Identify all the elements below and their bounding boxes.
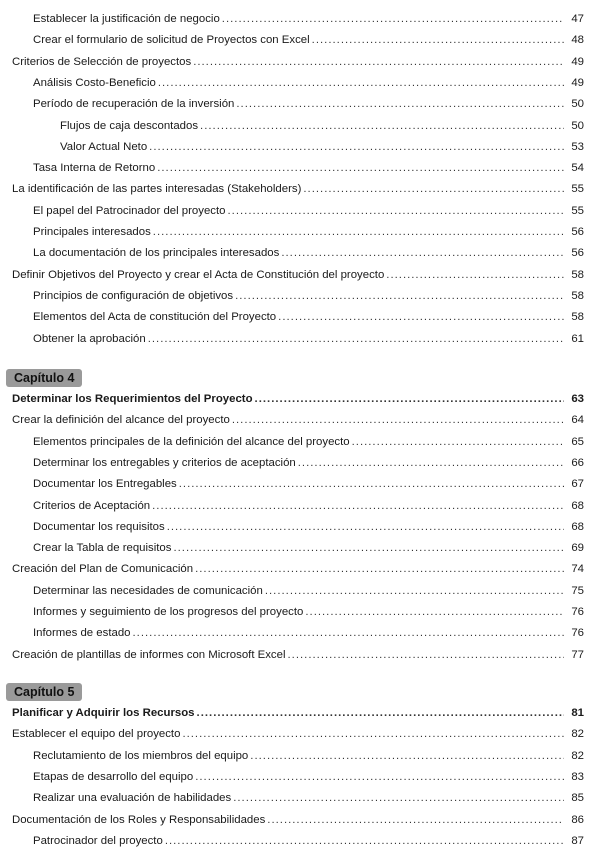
toc-entry-title: El papel del Patrocinador del proyecto (33, 204, 226, 217)
toc-entry-title: Tasa Interna de Retorno (33, 162, 156, 175)
toc-entry-title: Definir Objetivos del Proyecto y crear el Acta de Constitución del proyecto (12, 268, 385, 281)
toc-entry[interactable] (0, 153, 584, 175)
dot-leader (153, 225, 564, 239)
dot-leader (167, 520, 564, 534)
toc-entry[interactable] (0, 533, 584, 555)
dot-leader (288, 648, 565, 662)
toc-entry-page: 74 (571, 563, 584, 576)
toc-entry-title: Documentar los Entregables (33, 478, 177, 491)
toc-entry-page: 49 (571, 55, 584, 68)
dot-leader (152, 499, 564, 513)
toc-entry[interactable] (0, 196, 584, 218)
toc-entry[interactable] (0, 826, 584, 848)
toc-entry-title: Realizar una evaluación de habilidades (33, 792, 232, 805)
toc-entry-page: 83 (571, 770, 584, 783)
toc-entry[interactable] (0, 25, 584, 47)
toc-entry[interactable] (0, 805, 584, 827)
toc-entry-title: Criterios de Aceptación (33, 499, 151, 512)
dot-leader (173, 541, 564, 555)
toc-entry-title: Establecer el equipo del proyecto (12, 728, 181, 741)
toc-entry[interactable] (0, 698, 584, 720)
dot-leader (193, 55, 564, 69)
dot-leader (200, 119, 564, 133)
toc-entry-title: La documentación de los principales interesados (33, 247, 280, 260)
dot-leader (386, 268, 564, 282)
dot-leader (133, 626, 564, 640)
toc-entry[interactable] (0, 68, 584, 90)
toc-entry-page: 58 (571, 289, 584, 302)
toc-entry[interactable] (0, 597, 584, 619)
toc-entry-page: 58 (571, 311, 584, 324)
toc-entry-page: 67 (571, 478, 584, 491)
toc-entry-title: Principios de configuración de objetivos (33, 289, 234, 302)
dot-leader (255, 392, 564, 406)
toc-entry-page: 49 (571, 76, 584, 89)
toc-entry-page: 65 (571, 435, 584, 448)
dot-leader (197, 706, 564, 720)
toc-entry-page: 58 (571, 268, 584, 281)
dot-leader (352, 435, 564, 449)
toc-entry-title: Documentación de los Roles y Responsabilidades (12, 813, 266, 826)
toc-entry-page: 55 (571, 204, 584, 217)
toc-entry-page: 48 (571, 34, 584, 47)
toc-entry-page: 50 (571, 119, 584, 132)
toc-entry-page: 86 (571, 813, 584, 826)
toc-entry-page: 87 (571, 834, 584, 847)
toc-entry-page: 82 (571, 728, 584, 741)
toc-entry-title: Planificar y Adquirir los Recursos (12, 707, 195, 719)
toc-entry[interactable] (0, 762, 584, 784)
toc-entry-title: Elementos principales de la definición del alcance del proyecto (33, 435, 350, 448)
toc-entry-title: Determinar las necesidades de comunicación (33, 584, 263, 597)
toc-entry-page: 47 (571, 13, 584, 25)
toc-entry-page: 68 (571, 499, 584, 512)
toc-entry[interactable] (0, 741, 584, 763)
dot-leader (182, 727, 564, 741)
toc-entry[interactable] (0, 281, 584, 303)
toc-entry-title: Establecer la justificación de negocio (33, 13, 220, 25)
toc-entry[interactable] (0, 448, 584, 470)
toc-entry-page: 82 (571, 749, 584, 762)
toc-entry[interactable] (0, 174, 584, 196)
toc-entry-title: Principales interesados (33, 226, 151, 238)
toc-entry-page: 61 (571, 332, 584, 345)
toc-entry[interactable] (0, 512, 584, 534)
toc-entry[interactable] (0, 554, 584, 576)
toc-entry-title: Valor Actual Neto (60, 140, 148, 153)
dot-leader (278, 310, 564, 324)
toc-entry[interactable] (0, 469, 584, 491)
toc-entry-title: Documentar los requisitos (33, 520, 165, 533)
toc-entry-title: La identificación de las partes interesadas (Stakeholders) (12, 183, 302, 196)
toc-entry[interactable] (0, 132, 584, 154)
toc-entry-title: Creación de plantillas de informes con Microsoft Excel (12, 648, 286, 661)
dot-leader (281, 246, 564, 260)
toc-entry-page: 63 (571, 393, 584, 405)
toc-entry-page: 53 (571, 140, 584, 153)
dot-leader (228, 204, 565, 218)
dot-leader (158, 76, 564, 90)
dot-leader (165, 834, 564, 848)
dot-leader (233, 791, 564, 805)
toc-entry[interactable] (0, 324, 584, 346)
toc-entry-title: Elementos del Acta de constitución del Proyecto (33, 311, 277, 324)
dot-leader (305, 605, 564, 619)
toc-entry-page: 56 (571, 247, 584, 260)
dot-leader (236, 97, 564, 111)
toc-entry-page: 66 (571, 456, 584, 469)
toc-entry[interactable] (0, 4, 584, 26)
toc-entry-title: Período de recuperación de la inversión (33, 98, 235, 111)
toc-entry[interactable] (0, 640, 584, 662)
toc-entry-page: 56 (571, 226, 584, 238)
dot-leader (195, 770, 564, 784)
toc-entry[interactable] (0, 618, 584, 640)
toc-entry-title: Criterios de Selección de proyectos (12, 55, 192, 68)
toc-entry-title: Determinar los Requerimientos del Proyecto (12, 393, 253, 405)
toc-entry-page: 54 (571, 162, 584, 175)
dot-leader (303, 182, 564, 196)
toc-entry-page: 77 (571, 648, 584, 661)
toc-entry-title: Etapas de desarrollo del equipo (33, 770, 194, 783)
toc-entry[interactable] (0, 384, 584, 406)
toc-entry-title: Reclutamiento de los miembros del equipo (33, 749, 249, 762)
dot-leader (157, 161, 564, 175)
dot-leader (298, 456, 564, 470)
toc-entry[interactable] (0, 111, 584, 133)
toc-entry-title: Crear el formulario de solicitud de Proyectos con Excel (33, 34, 310, 47)
toc-entry[interactable] (0, 89, 584, 111)
toc-entry[interactable] (0, 217, 584, 239)
toc-entry-page: 76 (571, 627, 584, 640)
toc-entry-page: 55 (571, 183, 584, 196)
dot-leader (265, 584, 564, 598)
toc-entry[interactable] (0, 47, 584, 69)
toc-entry-title: Crear la Tabla de requisitos (33, 542, 172, 555)
dot-leader (149, 140, 564, 154)
toc-entry-page: 81 (571, 707, 584, 719)
dot-leader (312, 33, 564, 47)
toc-entry-title: Creación del Plan de Comunicación (12, 563, 194, 576)
toc-entry[interactable] (0, 783, 584, 805)
toc-entry[interactable] (0, 260, 584, 282)
toc-entry-page: 85 (571, 792, 584, 805)
toc-entry-title: Informes de estado (33, 627, 131, 640)
toc-entry-title: Determinar los entregables y criterios de aceptación (33, 456, 296, 469)
toc-entry[interactable] (0, 405, 584, 427)
chapter-4-label: Capítulo 4 (6, 369, 82, 387)
dot-leader (195, 562, 564, 576)
toc-entry-title: Obtener la aprobación (33, 332, 146, 345)
toc-entry-page: 69 (571, 542, 584, 555)
toc-entry-title: Análisis Costo-Beneficio (33, 76, 156, 89)
dot-leader (179, 477, 564, 491)
toc-entry-page: 50 (571, 98, 584, 111)
toc-entry-page: 64 (571, 414, 584, 427)
toc-entry[interactable] (0, 491, 584, 513)
toc-entry-page: 76 (571, 606, 584, 618)
toc-entry-title: Flujos de caja descontados (60, 119, 199, 132)
dot-leader (148, 332, 564, 346)
toc-entry[interactable] (0, 576, 584, 598)
dot-leader (235, 289, 564, 303)
toc-entry-page: 68 (571, 520, 584, 533)
dot-leader (250, 749, 564, 763)
toc-entry-page: 75 (571, 584, 584, 597)
toc-entry[interactable] (0, 427, 584, 449)
toc-entry[interactable] (0, 719, 584, 741)
dot-leader (222, 12, 564, 26)
dot-leader (232, 413, 564, 427)
toc-entry-title: Patrocinador del proyecto (33, 834, 163, 847)
chapter-5-label: Capítulo 5 (6, 683, 82, 701)
toc-entry[interactable] (0, 302, 584, 324)
toc-entry[interactable] (0, 238, 584, 260)
toc-entry-title: Crear la definición del alcance del proyecto (12, 414, 230, 427)
dot-leader (267, 813, 564, 827)
toc-entry-title: Informes y seguimiento de los progresos del proyecto (33, 606, 304, 618)
